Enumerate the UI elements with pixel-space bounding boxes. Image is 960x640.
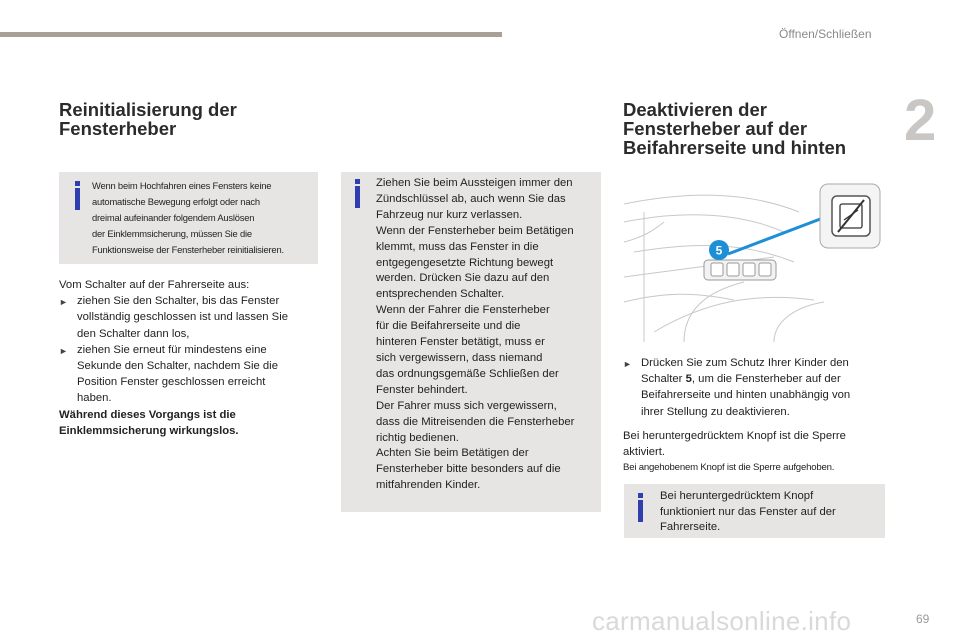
deactivation-instructions (623, 355, 885, 476)
heading-line: Beifahrerseite und hinten (623, 137, 847, 158)
header-rule (0, 32, 502, 37)
bullet-line: Sekunde den Schalter, nachdem Sie die (77, 360, 278, 373)
info-line: Fensterheber bitte besonders auf die (376, 463, 561, 476)
bullet-line: Position Fenster geschlossen erreicht (77, 376, 266, 389)
info-box-reinit (59, 172, 318, 264)
info-line: Zündschlüssel ab, auch wenn Sie das (376, 192, 566, 205)
info-line: Achten Sie beim Betätigen der (376, 447, 529, 460)
bullet-icon: ► (59, 297, 68, 308)
heading-line: Fensterheber (59, 118, 177, 139)
bullet-line: ihrer Stellung zu deaktivieren. (641, 405, 790, 418)
info-line: Ziehen Sie beim Aussteigen immer den (376, 177, 573, 189)
paragraph-lock-released: Bei angehobenem Knopf ist die Sperre aufgehoben. (623, 462, 835, 474)
info-line: Der Fahrer muss sich vergewissern, (376, 399, 557, 412)
watermark: carmanualsonline.info (592, 606, 852, 636)
info-line: Fahrerseite. (660, 521, 721, 533)
bullet-line: den Schalter dann los, (77, 327, 190, 340)
info-line: sich vergewissern, dass niemand (376, 351, 543, 364)
bullet-line: ziehen Sie erneut für mindestens eine (77, 343, 267, 356)
info-line: Funktionsweise der Fensterheber reinitialisieren. (92, 244, 284, 255)
info-line: dreimal aufeinander folgendem Auslösen (92, 212, 255, 223)
list-item (59, 342, 321, 407)
intro-text: Vom Schalter auf der Fahrerseite aus: (59, 279, 250, 291)
info-icon (75, 188, 80, 210)
list-item (623, 355, 885, 420)
info-text (660, 489, 880, 536)
info-line: entsprechenden Schalter. (376, 288, 505, 301)
bullet-text: , um die Fensterheber auf der (691, 373, 841, 386)
info-box-safety (341, 172, 601, 512)
heading-line: Deaktivieren der (623, 99, 767, 120)
info-line: mitfahrenden Kinder. (376, 479, 481, 492)
chapter-number: 2 (904, 88, 937, 153)
info-line: Wenn der Fahrer die Fensterheber (376, 304, 550, 317)
info-line: entgegengesetzte Richtung bewegt (376, 256, 554, 269)
paragraph-line: Bei heruntergedrücktem Knopf ist die Sperre (623, 429, 846, 442)
bullet-line: vollständig geschlossen ist und lassen Sie (77, 311, 289, 324)
door-panel-illustration (624, 182, 884, 346)
heading-deaktivieren (623, 100, 883, 157)
bullet-icon: ► (623, 359, 632, 369)
info-line: Wenn der Fensterheber beim Betätigen (376, 224, 574, 237)
bullet-icon: ► (59, 345, 68, 356)
callout-number: 5 (715, 243, 723, 258)
info-line: für die Beifahrerseite und die (376, 320, 521, 333)
bullet-line: haben. (77, 392, 112, 405)
info-text (92, 178, 314, 258)
info-line: funktioniert nur das Fenster auf der (660, 505, 836, 518)
bullet-line: Drücken Sie zum Schutz Ihrer Kinder den (641, 357, 849, 369)
heading-line: Reinitialisierung der (59, 99, 237, 120)
bullet-line (641, 371, 850, 387)
info-text (376, 176, 598, 494)
paragraph-line: aktiviert. (623, 446, 666, 459)
info-line: automatische Bewegung erfolgt oder nach (92, 196, 260, 207)
reinit-instructions (59, 277, 321, 439)
info-line: der Einklemmsicherung, müssen Sie die (92, 228, 252, 239)
info-line: dass die Mitreisenden die Fensterheber (376, 415, 575, 428)
heading-reinitialisierung (59, 100, 319, 138)
switch-panel (704, 260, 776, 280)
info-line: klemmt, muss das Fenster in die (376, 240, 539, 253)
paragraph-lock-active (623, 428, 885, 460)
info-box-driver-only (624, 484, 885, 538)
section-title: Öffnen/Schließen (779, 27, 872, 41)
page-number: 69 (916, 612, 930, 626)
info-icon (355, 186, 360, 208)
list-item (59, 293, 321, 342)
bullet-line: Beifahrerseite und hinten unabhängig von (641, 389, 851, 402)
lock-switch-detail (820, 184, 880, 248)
info-line: hinteren Fenster betätigt, muss er (376, 336, 545, 349)
info-line: werden. Drücken Sie dazu auf den (376, 272, 550, 285)
bold-note: Während dieses Vorgangs ist die (59, 408, 236, 421)
bullet-text: Schalter (641, 373, 686, 386)
info-line: Fenster behindert. (376, 383, 468, 396)
bold-note: Einklemmsicherung wirkungslos. (59, 424, 239, 437)
info-line: richtig bedienen. (376, 431, 459, 444)
info-line: Wenn beim Hochfahren eines Fensters keine (92, 180, 272, 191)
info-icon (638, 500, 643, 522)
bullet-line: ziehen Sie den Schalter, bis das Fenster (77, 295, 280, 308)
info-line: Fahrzeug nur kurz verlassen. (376, 208, 523, 221)
info-line: Bei heruntergedrücktem Knopf (660, 490, 814, 502)
info-line: das ordnungsgemäße Schließen der (376, 367, 559, 380)
heading-line: Fensterheber auf der (623, 118, 808, 139)
switch-number: 5 (685, 373, 692, 386)
